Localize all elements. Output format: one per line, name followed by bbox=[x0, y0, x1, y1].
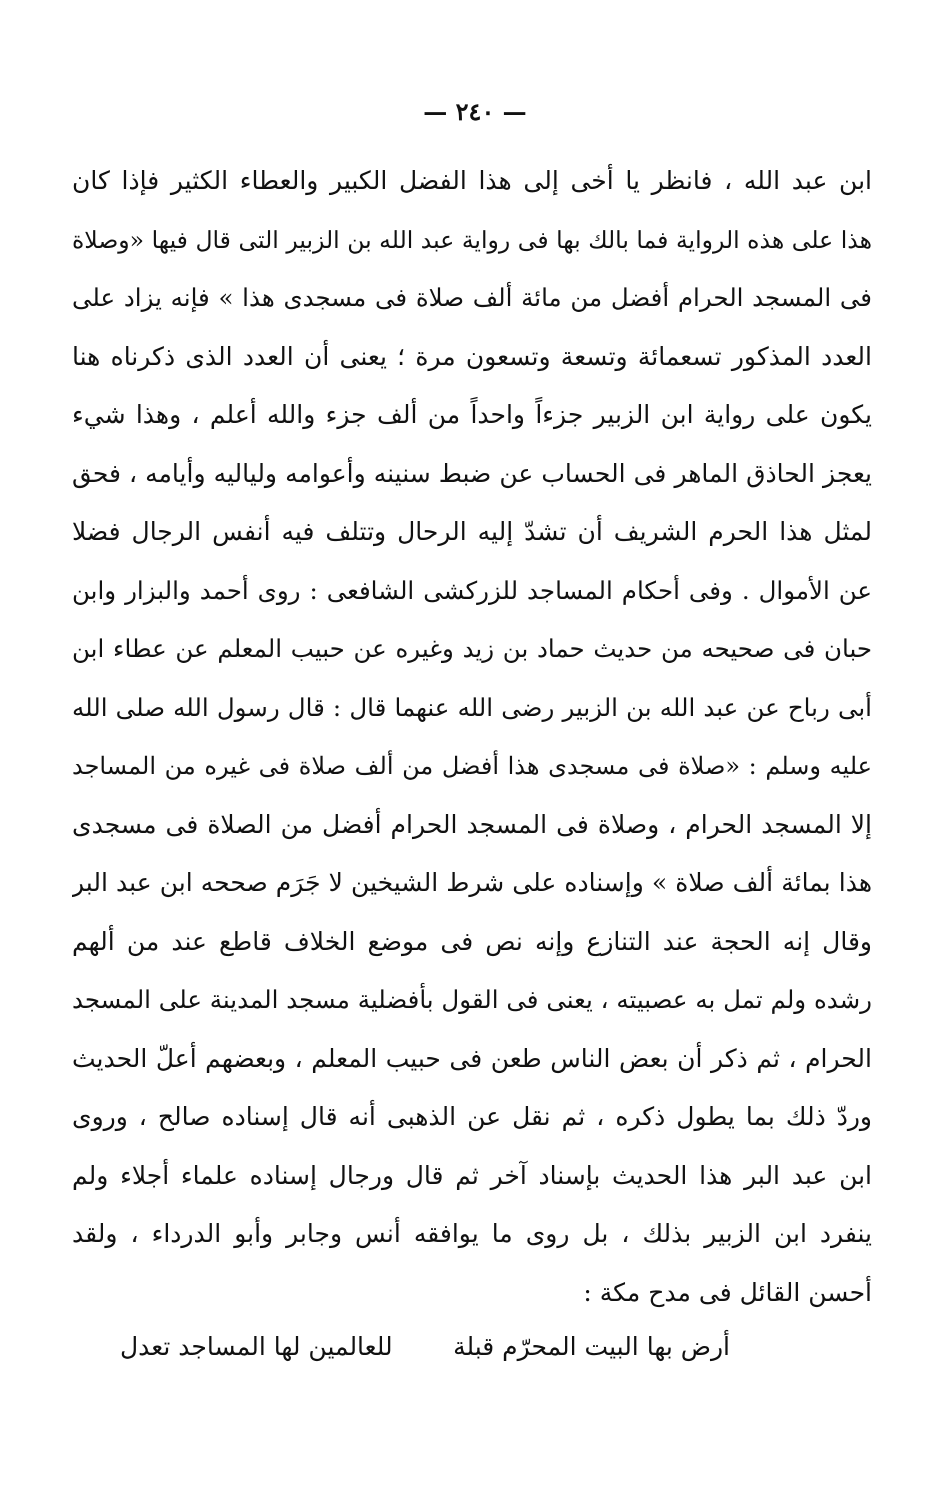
poetry-verse bbox=[120, 1318, 730, 1376]
verse-second-hemistich: للعالمين لها المساجد تعدل bbox=[120, 1332, 393, 1361]
text-line: إلا المسجد الحرام ، وصلاة فى المسجد الحرام أفضل من الصلاة فى مسجدى bbox=[72, 809, 872, 839]
text-line: حبان فى صحيحه من حديث حماد بن زيد وغيره عن حبيب المعلم عن عطاء ابن bbox=[72, 634, 872, 663]
text-line: العدد المذكور تسعمائة وتسعة وتسعون مرة ؛ يعنى أن العدد الذى ذكرناه هنا bbox=[72, 341, 872, 371]
text-line: يعجز الحاذق الماهر فى الحساب عن ضبط سنينه وأعوامه ولياليه وأيامه ، فحق bbox=[72, 458, 872, 488]
text-line: هذا بمائة ألف صلاة » وإسناده على شرط الشيخين لا جَرَم صححه ابن عبد البر bbox=[72, 868, 872, 897]
text-line: أبى رباح عن عبد الله بن الزبير رضى الله عنهما قال : قال رسول الله صلى الله bbox=[72, 692, 872, 722]
verse-first-hemistich: أرض بها البيت المحرّم قبلة bbox=[453, 1332, 730, 1361]
text-line: هذا على هذه الرواية فما بالك بها فى رواية عبد الله بن الزبير التى قال فيها «وصلاة bbox=[72, 225, 872, 254]
text-line: ابن عبد الله ، فانظر يا أخى إلى هذا الفضل الكبير والعطاء الكثير فإذا كان bbox=[72, 166, 872, 195]
text-line: عن الأموال . وفى أحكام المساجد للزركشى الشافعى : روى أحمد والبزار وابن bbox=[72, 575, 872, 605]
text-line: الحرام ، ثم ذكر أن بعض الناس طعن فى حبيب المعلم ، وبعضهم أعلّ الحديث bbox=[72, 1043, 872, 1073]
text-line: ابن عبد البر هذا الحديث بإسناد آخر ثم قال ورجال إسناده علماء أجلاء ولم bbox=[72, 1160, 872, 1190]
text-line: عليه وسلم : «صلاة فى مسجدى هذا أفضل من ألف صلاة فى غيره من المساجد bbox=[72, 752, 872, 780]
text-line-verse-intro: أحسن القائل فى مدح مكة : bbox=[583, 1277, 872, 1307]
text-line: فى المسجد الحرام أفضل من مائة ألف صلاة فى مسجدى هذا » فإنه يزاد على bbox=[72, 283, 872, 312]
text-line: ينفرد ابن الزبير بذلك ، بل روى ما يوافقه أنس وجابر وأبو الدرداء ، ولقد bbox=[72, 1219, 872, 1248]
body-text bbox=[72, 152, 872, 1322]
page-number: — ٢٤٠ — bbox=[423, 97, 527, 126]
text-line: وقال إنه الحجة عند التنازع وإنه نص فى موضع الخلاف قاطع عند من ألهم bbox=[72, 926, 872, 956]
text-line: لمثل هذا الحرم الشريف أن تشدّ إليه الرحال وتتلف فيه أنفس الرجال فضلا bbox=[72, 517, 872, 546]
text-line: رشده ولم تمل به عصبيته ، يعنى فى القول بأفضلية مسجد المدينة على المسجد bbox=[72, 985, 872, 1014]
text-line: وردّ ذلك بما يطول ذكره ، ثم نقل عن الذهبى أنه قال إسناده صالح ، وروى bbox=[72, 1102, 872, 1131]
text-line: يكون على رواية ابن الزبير جزءاً واحداً من ألف جزء والله أعلم ، وهذا شيء bbox=[72, 400, 872, 429]
